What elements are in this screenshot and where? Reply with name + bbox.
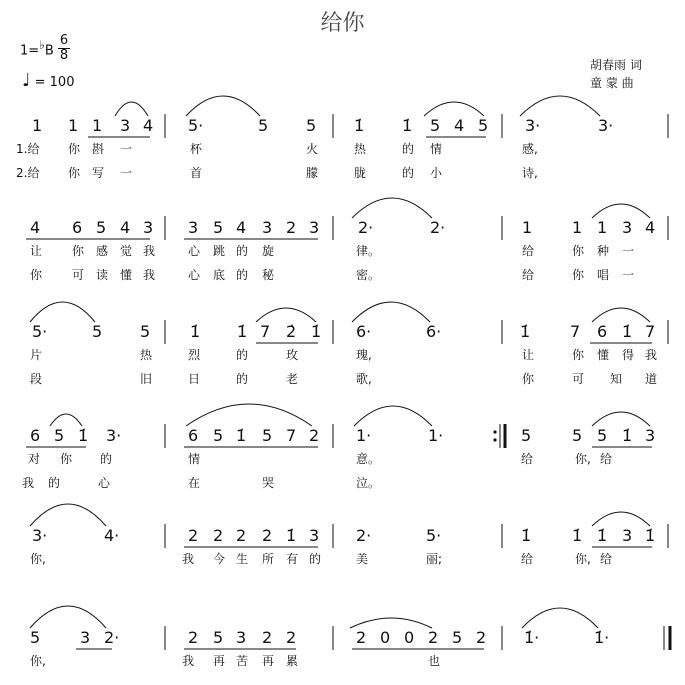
note: 5 (213, 218, 224, 237)
lyric-syllable: 也 (428, 654, 441, 668)
lyric-syllable: 的 (309, 552, 322, 566)
note: 1· (356, 426, 372, 445)
note: 6· (426, 322, 442, 341)
lyric-syllable: 苦 (236, 654, 249, 668)
note: 5 (30, 628, 41, 647)
lyric-syllable: 诗, (522, 166, 538, 180)
lyric-syllable: 热 (354, 142, 367, 156)
lyric-syllable: 瑰, (356, 348, 372, 362)
lyric-syllable: 给 (521, 452, 534, 466)
note-line (0, 108, 685, 138)
note: 1̇ (237, 322, 248, 341)
note: 3 (143, 218, 154, 237)
note: 6 (188, 426, 199, 445)
note: 1 (597, 218, 608, 237)
lyric-syllable: 律。 (356, 244, 381, 258)
note: 0 (380, 628, 391, 647)
note: 5 (92, 322, 103, 341)
note: 4 (120, 218, 131, 237)
lyric-syllable: 你 (572, 244, 585, 258)
lyric-syllable: 再 (262, 654, 275, 668)
lyric-syllable: 意。 (356, 452, 381, 466)
key-prefix: 1= (20, 43, 40, 59)
note: 1̇ (78, 426, 89, 445)
lyric-syllable: 对 (28, 452, 41, 466)
note: 3 (236, 628, 247, 647)
note: 3· (525, 116, 541, 135)
note: 5 (140, 322, 151, 341)
key-signature (20, 33, 69, 63)
lyric-syllable: 心 (188, 268, 201, 282)
lyric-syllable: 写 (92, 166, 105, 180)
lyric-syllable: 我 (182, 552, 195, 566)
lyric-syllable: 美 (356, 552, 369, 566)
lyric-syllable: 你, (30, 654, 46, 668)
lyric-syllable: 感, (522, 142, 538, 156)
lyric-syllable: 让 (30, 244, 43, 258)
lyric-syllable: 歌, (356, 372, 372, 386)
note: 3 (188, 218, 199, 237)
lyric-syllable: 知 (610, 372, 623, 386)
lyric-syllable: 情 (188, 452, 201, 466)
note: 5 (430, 116, 441, 135)
lyric-syllable: 的 (402, 142, 415, 156)
lyric-syllable: 底 (213, 268, 226, 282)
lyric-syllable: 的 (100, 452, 113, 466)
lyric-syllable: 给 (600, 552, 613, 566)
note-line (0, 210, 685, 240)
lyric-syllable: 懂 (120, 268, 133, 282)
lyric-syllable: 觉 (120, 244, 133, 258)
lyric-syllable: 在 (188, 476, 201, 490)
note: 2· (430, 218, 446, 237)
lyric-syllable: 你, (30, 552, 46, 566)
note: 7 (286, 426, 297, 445)
lyric-syllable: 的 (236, 244, 249, 258)
lyric-syllable: 懂 (597, 348, 610, 362)
note: 1̇ (354, 116, 365, 135)
lyric-syllable: 种 (597, 244, 610, 258)
note: 3 (622, 218, 633, 237)
tempo-value: = 100 (34, 75, 75, 90)
note: 5 (213, 426, 224, 445)
note: 5 (597, 426, 608, 445)
lyric-syllable: 得 (622, 348, 635, 362)
lyric-syllable: 首 (190, 166, 203, 180)
lyric-syllable: 一 (622, 244, 635, 258)
lyric-syllable: 小 (430, 166, 443, 180)
note: 3 (645, 426, 656, 445)
lyric-syllable: 的 (236, 372, 249, 386)
note: 5· (426, 526, 442, 545)
note-line (0, 620, 685, 650)
note: 4 (454, 116, 465, 135)
lyric-syllable: 给 (600, 452, 613, 466)
lyric-syllable: 你 (30, 268, 43, 282)
note: 5 (478, 116, 489, 135)
note: 3 (309, 526, 320, 545)
lyric-syllable: 唱 (597, 268, 610, 282)
note: 1 (522, 218, 533, 237)
lyric-syllable: 你 (572, 268, 585, 282)
note: 5· (188, 116, 204, 135)
lyric-syllable: 烈 (188, 348, 201, 362)
lyric-syllable: 你 (68, 142, 81, 156)
note: 2 (262, 628, 273, 647)
note: 1̇ (402, 116, 413, 135)
lyric-syllable: 斟 (92, 142, 105, 156)
lyric-syllable: 朦 (306, 166, 319, 180)
note: 1̇ (622, 426, 633, 445)
lyric-syllable: 你 (68, 166, 81, 180)
note: 3· (32, 526, 48, 545)
lyric-syllable: 的 (48, 476, 61, 490)
lyric-syllable: 你 (60, 452, 73, 466)
note: 1̇ (572, 526, 583, 545)
note: 5 (452, 628, 463, 647)
lyric-syllable: 2.给 (16, 166, 40, 180)
lyric-syllable: 丽; (426, 552, 443, 566)
note: 5· (32, 322, 48, 341)
lyric-syllable: 感 (96, 244, 109, 258)
note: 1̇ (190, 322, 201, 341)
lyric-syllable: 旧 (140, 372, 153, 386)
lyric-syllable: 片 (30, 348, 43, 362)
note: 2 (428, 628, 439, 647)
lyric-syllable: 杯 (190, 142, 203, 156)
lyric-syllable: 让 (522, 348, 535, 362)
note: 5 (306, 116, 317, 135)
note: 3 (309, 218, 320, 237)
lyric-syllable: 一 (120, 142, 133, 156)
lyric-syllable: 老 (286, 372, 299, 386)
lyric-syllable: 你 (72, 244, 85, 258)
note: 5 (521, 426, 532, 445)
note: 2 (476, 628, 487, 647)
lyric-syllable: 可 (572, 372, 585, 386)
lyric-syllable: 可 (72, 268, 85, 282)
note: 1 (572, 218, 583, 237)
note: 1 (92, 116, 103, 135)
note: 2 (236, 526, 247, 545)
note: 5 (96, 218, 107, 237)
note: 4 (143, 116, 154, 135)
note: 6 (597, 322, 608, 341)
lyric-syllable: 情 (430, 142, 443, 156)
lyric-syllable: 我 (143, 244, 156, 258)
note: 3 (262, 218, 273, 237)
note: 1̇ (286, 526, 297, 545)
lyric-syllable: 我 (182, 654, 195, 668)
lyric-syllable: 我 (22, 476, 35, 490)
note: 4 (30, 218, 41, 237)
lyric-syllable: 我 (143, 268, 156, 282)
note: 2 (188, 526, 199, 545)
note: 2 (188, 628, 199, 647)
note: 5 (258, 116, 269, 135)
note: 2 (309, 426, 320, 445)
lyric-syllable: 所 (262, 552, 275, 566)
lyric-syllable: 给 (521, 552, 534, 566)
lyric-syllable: 泣。 (356, 476, 381, 490)
note: 5 (213, 628, 224, 647)
note: 2̇ (286, 322, 297, 341)
note: 2· (356, 526, 372, 545)
lyric-syllable: 火 (306, 142, 319, 156)
note: 2 (286, 218, 297, 237)
tempo-marking (22, 70, 74, 91)
note: 1̇· (594, 628, 610, 647)
lyric-syllable: 给 (522, 244, 535, 258)
note: 2 (213, 526, 224, 545)
note: 2 (286, 628, 297, 647)
quarter-note-icon: ♩ (22, 70, 31, 91)
song-title: 给你 (320, 11, 365, 36)
lyric-syllable: 道 (645, 372, 658, 386)
note: 6 (72, 218, 83, 237)
lyric-syllable: 的 (402, 166, 415, 180)
lyric-syllable: 玫 (286, 348, 299, 362)
lyric-syllable: 我 (645, 348, 658, 362)
note: 3 (80, 628, 91, 647)
lyric-syllable: 心 (98, 476, 111, 490)
lyric-syllable: 你, (575, 452, 591, 466)
lyric-syllable: 生 (236, 552, 249, 566)
lyric-syllable: 你 (572, 348, 585, 362)
lyric-syllable: 哭 (262, 476, 275, 490)
note: 7 (570, 322, 581, 341)
lyric-syllable: 你 (522, 372, 535, 386)
lyric-syllable: 再 (213, 654, 226, 668)
note: 7 (260, 322, 271, 341)
note: 1̇ (645, 526, 656, 545)
note: 1̇ (311, 322, 322, 341)
note: 4 (236, 218, 247, 237)
lyric-syllable: 段 (30, 372, 43, 386)
note: 1 (32, 116, 43, 135)
note-line (0, 314, 685, 344)
note: 0 (404, 628, 415, 647)
note-line (0, 418, 685, 448)
note: 1̇ (521, 526, 532, 545)
note: 1 (68, 116, 79, 135)
lyric-syllable: 一 (120, 166, 133, 180)
note: 3· (598, 116, 614, 135)
note: 3· (106, 426, 122, 445)
time-signature (58, 34, 70, 63)
lyric-syllable: 热 (140, 348, 153, 362)
lyricist-credit: 胡春雨 词 (590, 58, 642, 72)
note: 5 (572, 426, 583, 445)
lyric-syllable: 秘 (262, 268, 275, 282)
note: 3 (120, 116, 131, 135)
note: 2· (104, 628, 120, 647)
note: 1̇· (524, 628, 540, 647)
lyric-syllable: 的 (236, 348, 249, 362)
lyric-syllable: 有 (286, 552, 299, 566)
note: 2· (358, 218, 374, 237)
note: 2 (262, 526, 273, 545)
lyric-syllable: 的 (236, 268, 249, 282)
note: 1̇ (597, 526, 608, 545)
lyric-syllable: 今 (213, 552, 226, 566)
note: 7 (645, 322, 656, 341)
lyric-syllable: 给 (522, 268, 535, 282)
lyric-syllable: 读 (96, 268, 109, 282)
note: 5 (54, 426, 65, 445)
lyric-syllable: 你, (575, 552, 591, 566)
note: 1̇ (520, 322, 531, 341)
lyric-syllable: 旋 (262, 244, 275, 258)
lyric-syllable: 跳 (213, 244, 226, 258)
note: 4 (645, 218, 656, 237)
composer-credit: 童 蒙 曲 (590, 76, 634, 90)
note: 3 (622, 526, 633, 545)
time-bottom: 8 (59, 48, 69, 63)
lyric-syllable: 日 (188, 372, 201, 386)
lyric-syllable: 累 (286, 654, 299, 668)
lyric-syllable: 1.给 (16, 142, 40, 156)
note: 6· (356, 322, 372, 341)
lyric-syllable: 心 (188, 244, 201, 258)
key-note: B (44, 43, 54, 59)
lyric-syllable: 一 (622, 268, 635, 282)
note: 1̇ (622, 322, 633, 341)
lyric-syllable: 密。 (356, 268, 381, 282)
note: 1̇ (236, 426, 247, 445)
note-line (0, 518, 685, 548)
note: 4· (104, 526, 120, 545)
time-top: 6 (59, 33, 69, 48)
note: 6 (30, 426, 41, 445)
note: 1· (428, 426, 444, 445)
note: 5 (262, 426, 273, 445)
flat-symbol: ♭ (39, 38, 45, 52)
lyric-syllable: 胧 (354, 166, 367, 180)
note: 2 (356, 628, 367, 647)
